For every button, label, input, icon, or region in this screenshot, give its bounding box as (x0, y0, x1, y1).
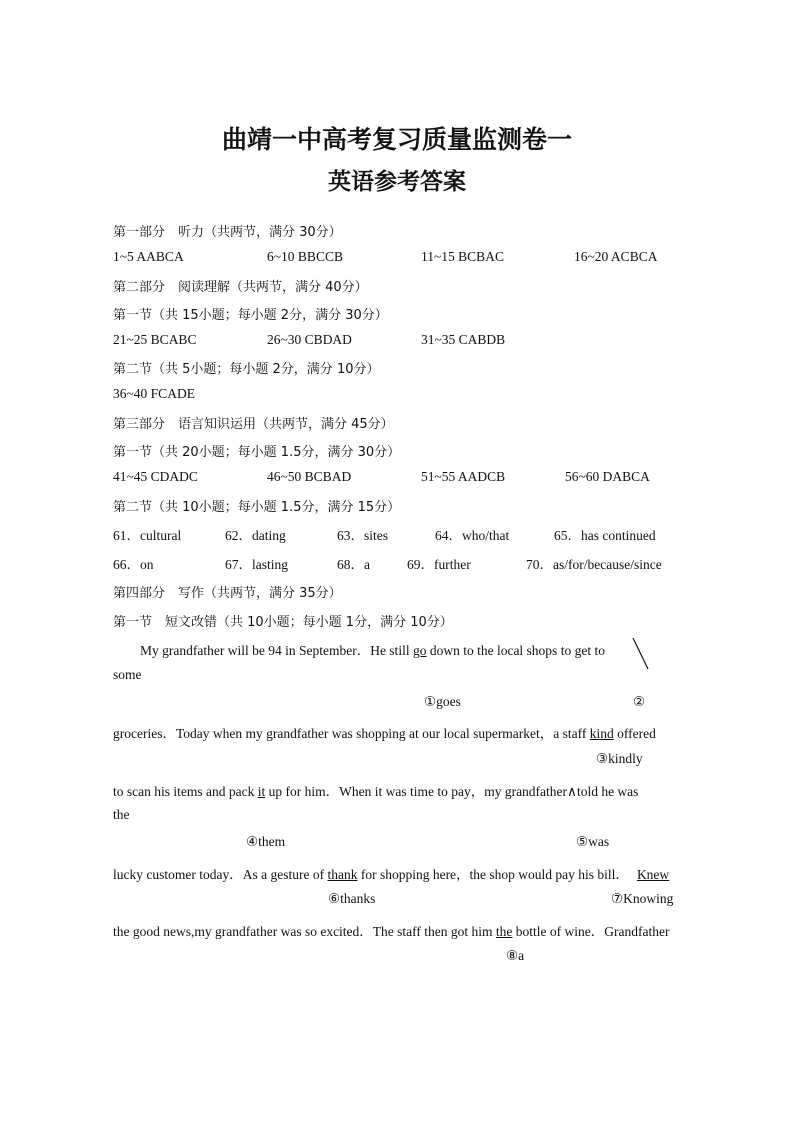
essay-text: told he was (576, 784, 639, 799)
answer-item: 70．as/for/because/since (526, 557, 662, 572)
page-title: 曲靖一中高考复习质量监测卷一 (221, 125, 572, 154)
answer-item: 68．a (337, 557, 370, 572)
essay-text: bottle of wine．Grandfather (512, 924, 670, 939)
answer-group: 11~15 BCBAC (421, 249, 504, 264)
essay-text: get to (571, 643, 605, 658)
answer-group: 16~20 ACBCA (574, 249, 658, 264)
answer-group: 1~5 AABCA (113, 249, 184, 264)
part4-heading: 第四部分 写作（共两节，满分 35分） (113, 586, 342, 601)
answer-item: 69．further (407, 557, 471, 572)
essay-line (113, 863, 669, 883)
answer-group: 6~10 BBCCB (267, 249, 343, 264)
part1-heading: 第一部分 听力（共两节，满分 30分） (113, 225, 342, 240)
correction-mark: ④them (246, 834, 286, 849)
part3-heading: 第三部分 语言知识运用（共两节，满分 45分） (113, 417, 394, 432)
part3-section1-heading: 第一节（共 20小题；每小题 1.5分，满分 30分） (113, 445, 401, 460)
error-word: it (257, 784, 266, 799)
essay-text: the (113, 807, 130, 822)
correction-mark: ⑤was (576, 834, 610, 849)
answer-item: 66．on (113, 557, 154, 572)
essay-text: offered (613, 726, 656, 741)
essay-text: lucky customer today．As a gesture of (113, 867, 328, 882)
error-word: the (495, 924, 513, 939)
answer-item: 62．dating (225, 528, 286, 543)
essay-text: down to the local shops (426, 643, 561, 658)
essay-line (113, 920, 669, 940)
part2-section1-heading: 第一节（共 15小题；每小题 2分，满分 30分） (113, 308, 388, 323)
insert-caret-icon: ∧ (567, 784, 577, 799)
essay-text: groceries．Today when my grandfather was shopping at our local supermarket，a staff (113, 726, 590, 741)
essay-text: My grandfather will be 94 in September．He still (140, 643, 413, 658)
essay-line (113, 780, 638, 800)
answer-item: 64．who/that (435, 528, 510, 543)
correction-mark: ② (633, 694, 646, 709)
essay-text: the good news,my grandfather was so excited．The staff then got him (113, 924, 496, 939)
answer-group: 51~55 AADCB (421, 469, 506, 484)
essay-text: up for him．When it was time to pay，my grandfather (265, 784, 568, 799)
page-subtitle: 英语参考答案 (328, 169, 466, 195)
answer-item: 67．lasting (225, 557, 288, 572)
part2-section2-heading: 第二节（共 5小题；每小题 2分，满分 10分） (113, 362, 380, 377)
correction-mark: ①goes (424, 694, 461, 709)
error-word: kind (589, 726, 614, 741)
error-word: thank (327, 867, 358, 882)
answer-group: 56~60 DABCA (565, 469, 650, 484)
part2-heading: 第二部分 阅读理解（共两节，满分 40分） (113, 280, 368, 295)
answer-group: 36~40 FCADE (113, 386, 195, 401)
correction-mark: ③kindly (596, 751, 643, 766)
part4-section1-heading: 第一节 短文改错（共 10小题；每小题 1分，满分 10分） (113, 615, 453, 630)
deleted-word: to (560, 643, 572, 658)
answer-group: 41~45 CDADC (113, 469, 198, 484)
answer-item: 63．sites (337, 528, 389, 543)
essay-text: to scan his items and pack (113, 784, 258, 799)
answer-item: 65．has continued (554, 528, 656, 543)
delete-slash-icon (630, 636, 652, 672)
correction-mark: ⑥thanks (328, 891, 376, 906)
answer-group: 31~35 CABDB (421, 332, 506, 347)
essay-text: for shopping here，the shop would pay his bill． (357, 867, 629, 882)
correction-mark: ⑧a (506, 948, 525, 963)
error-word: Knew (636, 867, 670, 882)
part3-section2-heading: 第二节（共 10小题；每小题 1.5分，满分 15分） (113, 500, 401, 515)
answer-group: 46~50 BCBAD (267, 469, 352, 484)
answer-group: 26~30 CBDAD (267, 332, 352, 347)
answer-group: 21~25 BCABC (113, 332, 197, 347)
essay-line (140, 639, 605, 659)
error-word: go (412, 643, 427, 658)
correction-mark: ⑦Knowing (611, 891, 674, 906)
essay-line (113, 722, 656, 742)
essay-text: some (113, 667, 142, 682)
answer-item: 61．cultural (113, 528, 182, 543)
